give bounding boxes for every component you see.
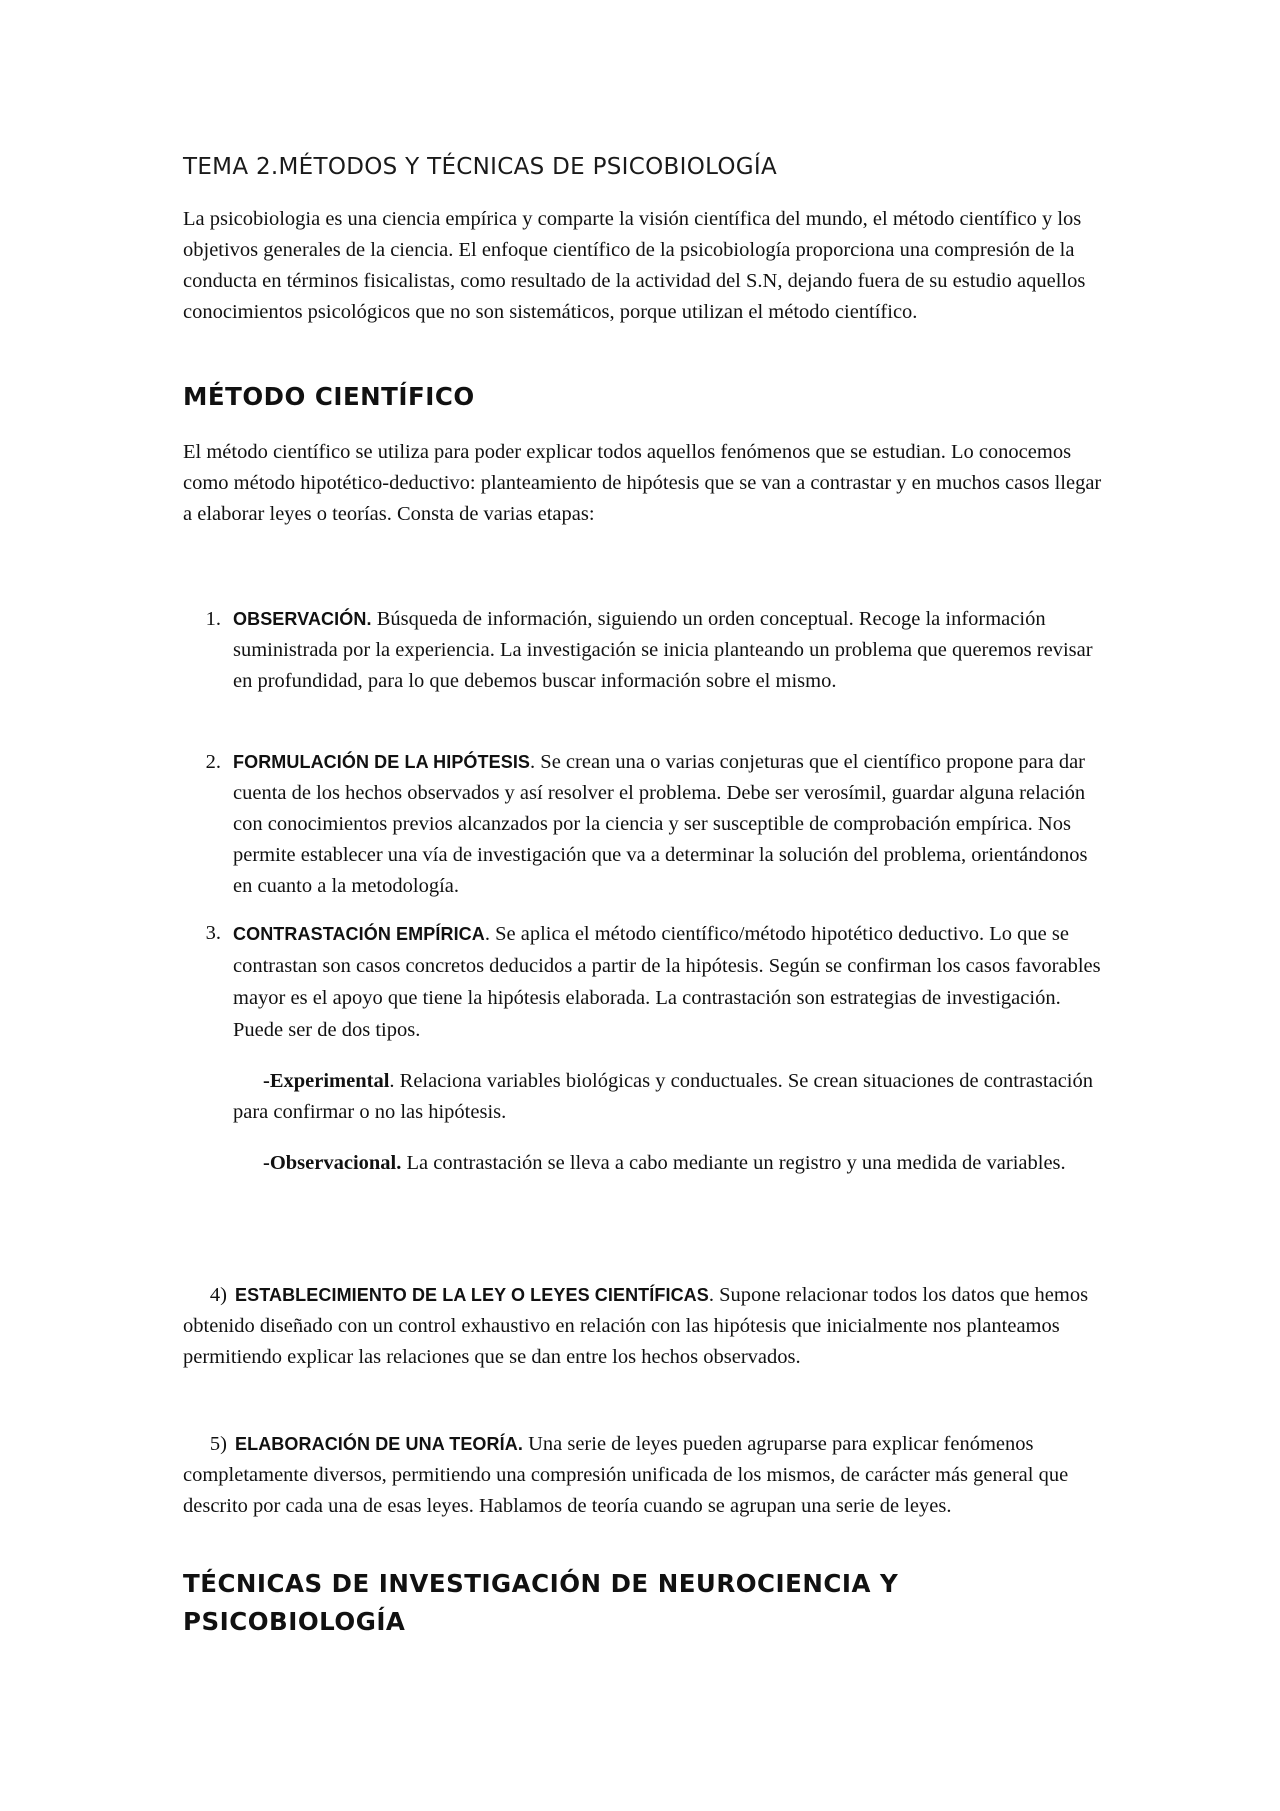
step-label: ESTABLECIMIENTO DE LA LEY O LEYES CIENTÍFICAS <box>235 1285 709 1305</box>
list-number: 4) <box>209 1284 227 1306</box>
step-text: . Supone relacionar todos los datos que hemos obtenido diseñado con un control exhaustivo en relación con las hipótesis que inicialmente nos planteamos permitiendo explicar las relaciones que se dan entre los hechos observados. <box>183 1284 1089 1368</box>
step-text: Una serie de leyes pueden agruparse para explicar fenómenos completamente diversos, permitiendo una compresión unificada de los mismos, de carácter más general que descrito por cada una de esas leyes. Hablamos de teoría cuando se agrupan una serie de leyes. <box>183 1433 1069 1517</box>
step-text: . Se crean una o varias conjeturas que el científico propone para dar cuenta de los hechos observados y así resolver el problema. Debe ser verosímil, guardar alguna relación con conocimientos previos alcanzados por la ciencia y ser susceptible de comprobación empírica. Nos permite establecer una vía de investigación que va a determinar la solución del problema, orientándonos en cuanto a la metodología. <box>233 751 1088 897</box>
intro-paragraph: La psicobiologia es una ciencia empírica y comparte la visión científica del mundo, el método científico y los objetivos generales de la ciencia. El enfoque científico de la psicobiología proporciona una compresión de la conducta en términos fisicalistas, como resultado de la actividad del S.N, dejando fuera de su estudio aquellos conocimientos psicológicos que no son sistemáticos, porque utilizan el método científico. <box>183 208 1086 323</box>
type-text: . Relaciona variables biológicas y conductuales. Se crean situaciones de contrastación para confirmar o no las hipótesis. <box>233 1070 1093 1123</box>
list-number: 3. <box>205 922 221 944</box>
list-number: 2. <box>205 751 221 773</box>
list-item-leyes <box>183 1280 1103 1373</box>
step-label: OBSERVACIÓN. <box>233 609 372 629</box>
type-text: La contrastación se lleva a cabo mediante un registro y una medida de variables. <box>401 1152 1066 1174</box>
type-label: -Observacional. <box>263 1152 402 1174</box>
section-heading-metodo: MÉTODO CIENTÍFICO <box>183 382 475 411</box>
list-item-contrastacion <box>183 918 1103 1179</box>
list-number: 1. <box>205 608 221 630</box>
list-item-hipotesis <box>183 747 1103 902</box>
list-item-observacion <box>183 604 1103 697</box>
type-experimental <box>233 1066 1103 1128</box>
metodo-paragraph: El método científico se utiliza para poder explicar todos aquellos fenómenos que se estudian. Lo conocemos como método hipotético-deductivo: planteamiento de hipótesis que se van a contrastar y en muchos casos llegar a elaborar leyes o teorías. Consta de varias etapas: <box>183 441 1102 525</box>
step-text: . Se aplica el método científico/método hipotético deductivo. Lo que se contrastan son casos concretos deducidos a partir de la hipótesis. Según se confirman los casos favorables mayor es el apoyo que tiene la hipótesis elaborada. La contrastación son estrategias de investigación. Puede ser de dos tipos. <box>233 923 1101 1041</box>
step-label: FORMULACIÓN DE LA HIPÓTESIS <box>233 752 531 772</box>
step-label: CONTRASTACIÓN EMPÍRICA <box>233 924 485 944</box>
type-observacional <box>233 1148 1103 1179</box>
step-text: Búsqueda de información, siguiendo un orden conceptual. Recoge la información suministrada por la experiencia. La investigación se inicia planteando un problema que queremos revisar en profundidad, para lo que debemos buscar información sobre el mismo. <box>233 608 1093 692</box>
section-heading-tecnicas: TÉCNICAS DE INVESTIGACIÓN DE NEUROCIENCIA Y PSICOBIOLOGÍA <box>183 1569 899 1636</box>
step-label: ELABORACIÓN DE UNA TEORÍA. <box>235 1434 523 1454</box>
list-number: 5) <box>209 1433 227 1455</box>
list-item-teoria <box>183 1429 1103 1522</box>
document-title: TEMA 2.MÉTODOS Y TÉCNICAS DE PSICOBIOLOGÍA <box>183 154 778 180</box>
type-label: -Experimental <box>263 1070 390 1092</box>
